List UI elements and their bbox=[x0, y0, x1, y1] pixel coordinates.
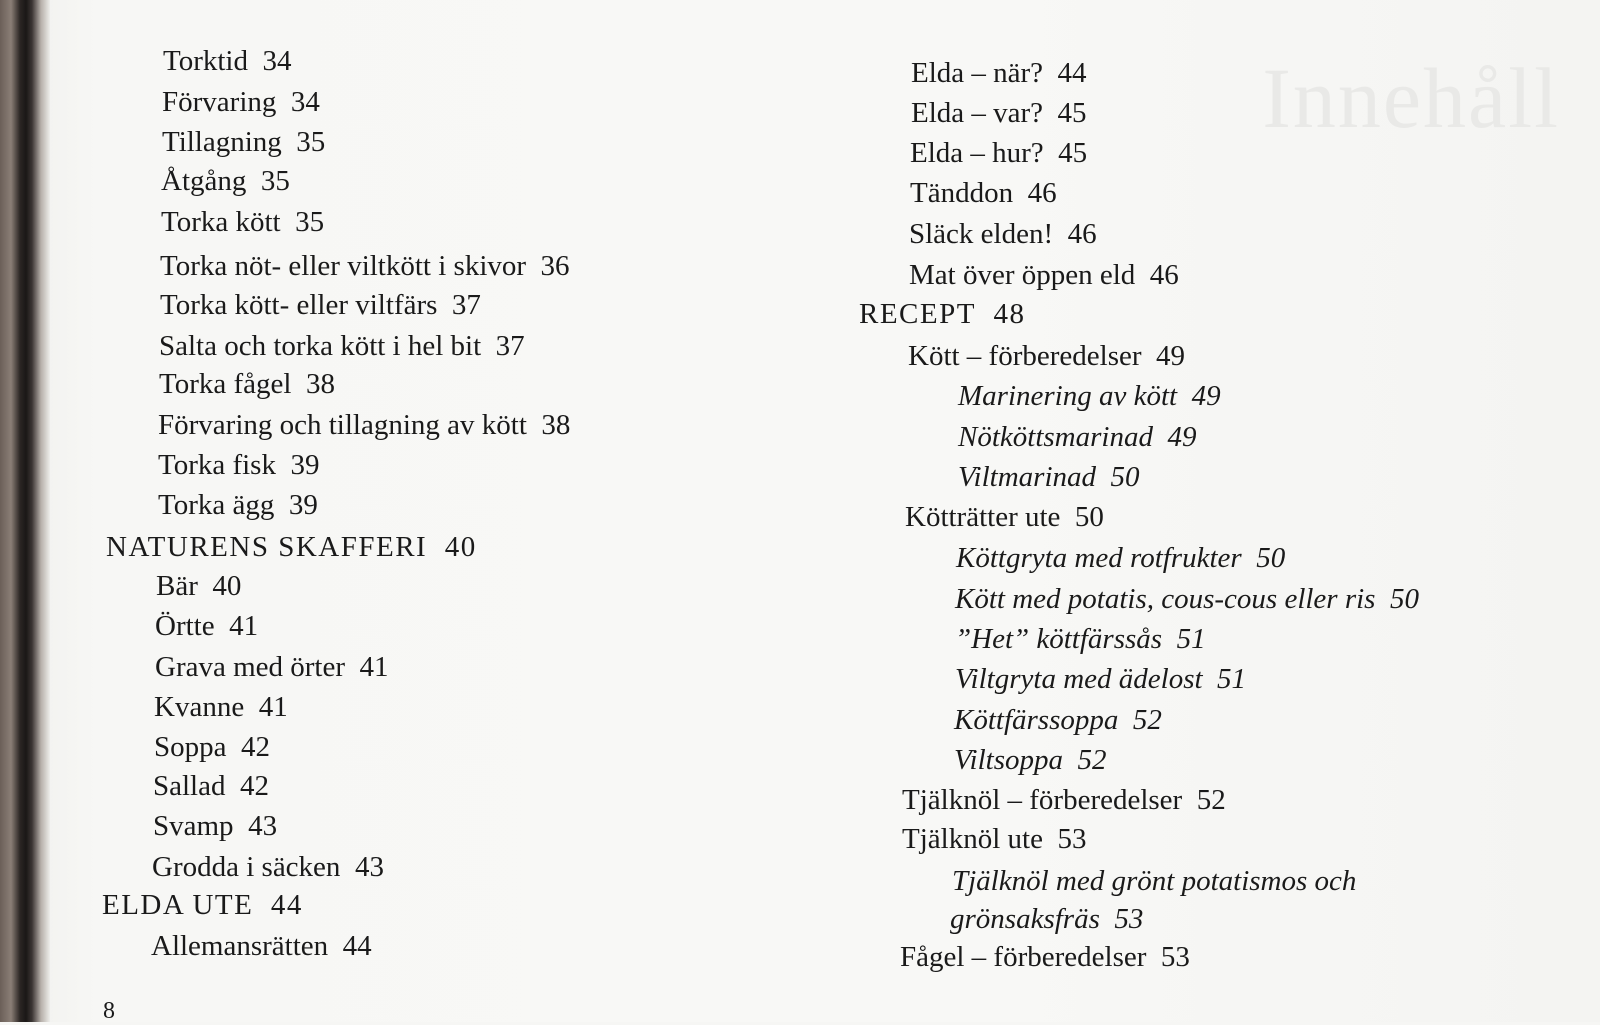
toc-entry: Sallad 42 bbox=[153, 770, 269, 802]
toc-entry: Salta och torka kött i hel bit 37 bbox=[159, 330, 525, 362]
toc-entry: Åtgång 35 bbox=[161, 165, 290, 197]
toc-recipe: Viltmarinad 50 bbox=[958, 461, 1140, 493]
toc-entry: Örtte 41 bbox=[155, 610, 259, 642]
toc-entry: Kvanne 41 bbox=[154, 691, 288, 723]
toc-entry: Elda – när? 44 bbox=[911, 57, 1087, 89]
toc-recipe: grönsaksfräs 53 bbox=[950, 903, 1144, 935]
toc-recipe: Viltgryta med ädelost 51 bbox=[955, 663, 1247, 695]
toc-recipe: Viltsoppa 52 bbox=[954, 744, 1107, 776]
toc-section: ELDA UTE 44 bbox=[102, 889, 303, 921]
toc-entry: Elda – var? 45 bbox=[911, 97, 1087, 129]
toc-entry: Torktid 34 bbox=[163, 45, 292, 77]
toc-entry: Torka fågel 38 bbox=[159, 368, 335, 400]
bleed-through-heading: Innehåll bbox=[1262, 50, 1560, 146]
toc-entry: Grava med örter 41 bbox=[155, 651, 389, 683]
toc-recipe: Marinering av kött 49 bbox=[958, 380, 1221, 412]
toc-entry: Soppa 42 bbox=[154, 731, 270, 763]
toc-entry: Torka ägg 39 bbox=[158, 489, 318, 521]
book-spine bbox=[0, 0, 50, 1022]
toc-entry: Torka fisk 39 bbox=[158, 449, 320, 481]
toc-entry: Torka nöt- eller viltkött i skivor 36 bbox=[160, 250, 570, 282]
toc-entry: Tjälknöl ute 53 bbox=[902, 823, 1087, 855]
toc-entry: Torka kött- eller viltfärs 37 bbox=[160, 289, 481, 321]
toc-entry: Tänddon 46 bbox=[910, 177, 1057, 209]
toc-entry: Torka kött 35 bbox=[161, 206, 325, 238]
toc-entry: Kötträtter ute 50 bbox=[905, 501, 1104, 533]
page-number: 8 bbox=[103, 998, 115, 1024]
toc-section: RECEPT 48 bbox=[859, 298, 1026, 330]
toc-recipe: Nötköttsmarinad 49 bbox=[958, 421, 1197, 453]
toc-entry: Förvaring 34 bbox=[162, 86, 320, 118]
toc-entry: Grodda i säcken 43 bbox=[152, 851, 384, 883]
toc-entry: Släck elden! 46 bbox=[909, 218, 1097, 250]
toc-entry: Mat över öppen eld 46 bbox=[909, 259, 1179, 291]
toc-recipe: ”Het” köttfärssås 51 bbox=[955, 623, 1206, 655]
toc-entry: Elda – hur? 45 bbox=[910, 137, 1088, 169]
toc-section: NATURENS SKAFFERI 40 bbox=[106, 531, 477, 563]
toc-entry: Tillagning 35 bbox=[162, 126, 326, 158]
toc-recipe: Tjälknöl med grönt potatismos och bbox=[952, 865, 1357, 897]
toc-entry: Kött – förberedelser 49 bbox=[908, 340, 1186, 372]
toc-entry: Svamp 43 bbox=[153, 810, 278, 842]
toc-entry: Bär 40 bbox=[156, 570, 242, 602]
toc-entry: Fågel – förberedelser 53 bbox=[900, 941, 1190, 973]
toc-entry: Tjälknöl – förberedelser 52 bbox=[902, 784, 1226, 816]
toc-recipe: Köttgryta med rotfrukter 50 bbox=[956, 542, 1286, 574]
toc-entry: Förvaring och tillagning av kött 38 bbox=[158, 409, 571, 441]
toc-recipe: Köttfärssoppa 52 bbox=[954, 704, 1162, 736]
toc-recipe: Kött med potatis, cous-cous eller ris 50 bbox=[955, 583, 1419, 615]
toc-entry: Allemansrätten 44 bbox=[151, 930, 372, 962]
